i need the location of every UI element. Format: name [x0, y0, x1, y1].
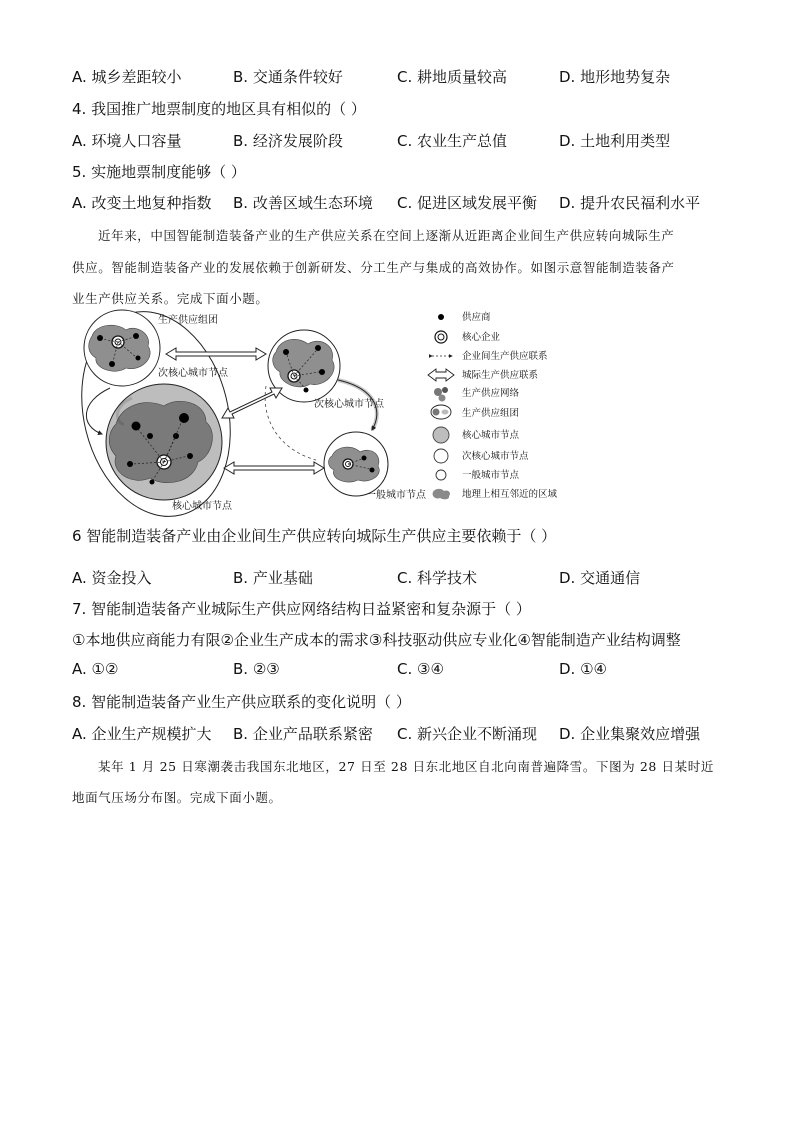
- region-blob-icon: [433, 489, 451, 499]
- core-city-label: 核心城市节点: [172, 501, 232, 512]
- q5-option-d[interactable]: D. 提升农民福利水平: [559, 194, 701, 212]
- q7-option-a[interactable]: A. ①②: [72, 660, 119, 678]
- q3-option-d[interactable]: D. 地形地势复杂: [559, 68, 671, 86]
- q8-stem: 8. 智能制造装备产业生产供应联系的变化说明（ ）: [72, 693, 411, 711]
- core-city-icon: [433, 427, 449, 443]
- supply-relation-diagram: [66, 306, 586, 520]
- q3-option-a[interactable]: A. 城乡差距较小: [72, 68, 182, 86]
- q5-option-c[interactable]: C. 促进区域发展平衡: [397, 194, 538, 212]
- passage2-line3: 业生产供应关系。完成下面小题。: [72, 291, 269, 306]
- passage3-line2: 地面气压场分布图。完成下面小题。: [72, 790, 282, 805]
- legend-label-6: 核心城市节点: [462, 430, 520, 441]
- supplier-dot-icon: [438, 314, 444, 320]
- q4-option-d[interactable]: D. 土地利用类型: [559, 132, 671, 150]
- double-arrow-icon: [428, 369, 454, 381]
- core-enterprise-icon: [435, 331, 447, 343]
- general-city-icon: [436, 470, 446, 480]
- legend-label-8: 一般城市节点: [462, 470, 520, 481]
- sub-core-label-1: 次核心城市节点: [158, 368, 228, 379]
- legend-label-5: 生产供应组团: [462, 408, 520, 419]
- q4-stem: 4. 我国推广地票制度的地区具有相似的（ ）: [72, 100, 366, 118]
- q7-option-c[interactable]: C. ③④: [397, 660, 444, 678]
- q5-option-b[interactable]: B. 改善区域生态环境: [233, 194, 373, 212]
- q4-option-b[interactable]: B. 经济发展阶段: [233, 132, 343, 150]
- q4-option-a[interactable]: A. 环境人口容量: [72, 132, 182, 150]
- sub-core-city-icon: [434, 449, 448, 463]
- diagram-legend: [428, 311, 558, 500]
- passage2-line1: 近年来，中国智能制造装备产业的生产供应关系在空间上逐渐从近距离企业间生产供应转向城际生产: [98, 228, 675, 243]
- q8-option-d[interactable]: D. 企业集聚效应增强: [559, 725, 701, 743]
- legend-label-7: 次核心城市节点: [462, 451, 529, 462]
- network-icon: [434, 387, 448, 402]
- passage2-line2: 供应。智能制造装备产业的发展依赖于创新研发、分工生产与集成的高效协作。如图示意智能制造装备产: [72, 260, 675, 275]
- q7-statements: ①本地供应商能力有限②企业生产成本的需求③科技驱动供应专业化④智能制造产业结构调整: [72, 631, 681, 649]
- q6-option-a[interactable]: A. 资金投入: [72, 569, 152, 587]
- q6-option-d[interactable]: D. 交通通信: [559, 569, 641, 587]
- q7-option-d[interactable]: D. ①④: [559, 660, 607, 678]
- q8-option-b[interactable]: B. 企业产品联系紧密: [233, 725, 373, 743]
- sub-core-label-2: 次核心城市节点: [314, 399, 384, 410]
- group-icon: [431, 405, 451, 419]
- q4-option-c[interactable]: C. 农业生产总值: [397, 132, 508, 150]
- q3-option-b[interactable]: B. 交通条件较好: [233, 68, 343, 86]
- general-city-node: [324, 432, 388, 496]
- legend-label-1: 核心企业: [462, 332, 501, 343]
- q8-option-a[interactable]: A. 企业生产规模扩大: [72, 725, 212, 743]
- sub-core-city-left: [84, 310, 160, 386]
- legend-label-2: 企业间生产供应联系: [462, 351, 548, 362]
- q3-option-c[interactable]: C. 耕地质量较高: [397, 68, 508, 86]
- q7-option-b[interactable]: B. ②③: [233, 660, 280, 678]
- q8-option-c[interactable]: C. 新兴企业不断涌现: [397, 725, 538, 743]
- passage3-line1: 某年 1 月 25 日寒潮袭击我国东北地区，27 日至 28 日东北地区自北向南普遍降雪。下图为 28 日某时近: [98, 759, 714, 774]
- legend-label-4: 生产供应网络: [462, 388, 520, 399]
- q7-stem: 7. 智能制造装备产业城际生产供应网络结构日益紧密和复杂源于（ ）: [72, 600, 531, 618]
- legend-label-3: 城际生产供应联系: [462, 370, 539, 381]
- q6-stem: 6 智能制造装备产业由企业间生产供应转向城际生产供应主要依赖于（ ）: [72, 527, 557, 545]
- group-label: 生产供应组团: [158, 315, 218, 326]
- legend-label-0: 供应商: [462, 312, 491, 323]
- legend-label-9: 地理上相互邻近的区域: [462, 489, 558, 500]
- q6-option-c[interactable]: C. 科学技术: [397, 569, 478, 587]
- q5-stem: 5. 实施地票制度能够（ ）: [72, 163, 246, 181]
- q5-option-a[interactable]: A. 改变土地复种指数: [72, 194, 212, 212]
- general-city-label: 一般城市节点: [366, 490, 426, 501]
- q6-option-b[interactable]: B. 产业基础: [233, 569, 313, 587]
